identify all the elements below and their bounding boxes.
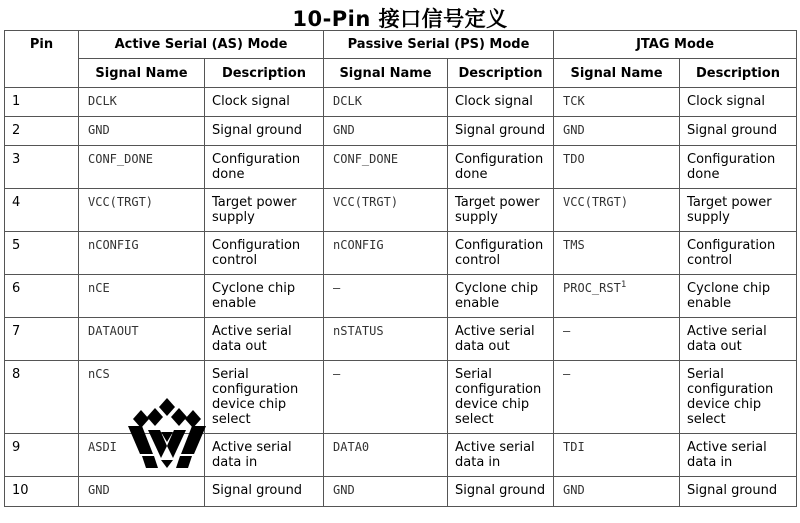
- as-signal-name: GND: [79, 117, 205, 146]
- footnote-marker: 1: [620, 280, 627, 290]
- pin-number: 2: [5, 117, 79, 146]
- table-row: [5, 146, 797, 189]
- ps-signal-name: CONF_DONE: [324, 146, 448, 189]
- table-row: [5, 117, 797, 146]
- as-signal-name-header: Signal Name: [79, 59, 205, 88]
- table-row: [5, 232, 797, 275]
- ps-signal-name: GND: [324, 117, 448, 146]
- as-description: Target power supply: [205, 189, 324, 232]
- pin-number: 1: [5, 88, 79, 117]
- jtag-signal-name: [554, 189, 680, 232]
- as-signal-name: CONF_DONE: [79, 146, 205, 189]
- ps-description-header: Description: [448, 59, 554, 88]
- jtag-signal-name-header: Signal Name: [554, 59, 680, 88]
- as-description: Active serial data out: [205, 318, 324, 361]
- jtag-signal-text: GND: [563, 123, 585, 137]
- jtag-description-header: Description: [680, 59, 797, 88]
- table-row: [5, 189, 797, 232]
- jtag-signal-name: [554, 361, 680, 434]
- jtag-signal-name: [554, 117, 680, 146]
- jtag-signal-name: [554, 88, 680, 117]
- pin-number: 7: [5, 318, 79, 361]
- pin-definition-table: [4, 30, 797, 507]
- ps-description: Signal ground: [448, 477, 554, 507]
- ps-signal-name: –: [324, 275, 448, 318]
- as-description: Cyclone chip enable: [205, 275, 324, 318]
- pin-column-header: Pin: [5, 31, 79, 88]
- jtag-signal-text: TDO: [563, 152, 585, 166]
- jtag-signal-name: [554, 275, 680, 318]
- pin-number: 4: [5, 189, 79, 232]
- as-signal-name: nCONFIG: [79, 232, 205, 275]
- ps-description: Signal ground: [448, 117, 554, 146]
- jtag-signal-text: PROC_RST: [563, 281, 621, 295]
- as-mode-header: Active Serial (AS) Mode: [79, 31, 324, 59]
- diamond-pattern-logo-icon: [128, 398, 206, 468]
- jtag-mode-header: JTAG Mode: [554, 31, 797, 59]
- jtag-description: Active serial data in: [680, 434, 797, 477]
- jtag-signal-text: TMS: [563, 238, 585, 252]
- ps-signal-name: –: [324, 361, 448, 434]
- pin-number: 5: [5, 232, 79, 275]
- ps-signal-name: nCONFIG: [324, 232, 448, 275]
- jtag-description: Configuration control: [680, 232, 797, 275]
- jtag-signal-name: [554, 232, 680, 275]
- ps-description: Clock signal: [448, 88, 554, 117]
- ps-signal-name-header: Signal Name: [324, 59, 448, 88]
- jtag-signal-text: TCK: [563, 94, 585, 108]
- pin-number: 10: [5, 477, 79, 507]
- jtag-signal-name: [554, 318, 680, 361]
- jtag-signal-text: GND: [563, 483, 585, 497]
- as-signal-name: DCLK: [79, 88, 205, 117]
- jtag-signal-text: TDI: [563, 440, 585, 454]
- jtag-description: Serial configuration device chip select: [680, 361, 797, 434]
- as-description: Active serial data in: [205, 434, 324, 477]
- ps-signal-name: DATA0: [324, 434, 448, 477]
- table-row: [5, 434, 797, 477]
- jtag-signal-name: [554, 146, 680, 189]
- ps-description: Active serial data out: [448, 318, 554, 361]
- as-description: Clock signal: [205, 88, 324, 117]
- ps-signal-name: nSTATUS: [324, 318, 448, 361]
- as-description: Signal ground: [205, 477, 324, 507]
- as-signal-name: nCE: [79, 275, 205, 318]
- ps-description: Configuration control: [448, 232, 554, 275]
- ps-signal-name: GND: [324, 477, 448, 507]
- as-signal-name: VCC(TRGT): [79, 189, 205, 232]
- jtag-description: Clock signal: [680, 88, 797, 117]
- as-signal-name: ASDI: [79, 434, 205, 477]
- ps-description: Cyclone chip enable: [448, 275, 554, 318]
- table-row: [5, 318, 797, 361]
- pin-number: 6: [5, 275, 79, 318]
- jtag-signal-name: [554, 477, 680, 507]
- jtag-signal-name: [554, 434, 680, 477]
- ps-signal-name: DCLK: [324, 88, 448, 117]
- as-signal-name: GND: [79, 477, 205, 507]
- as-signal-name: nCS: [79, 361, 205, 434]
- pin-number: 8: [5, 361, 79, 434]
- ps-signal-name: VCC(TRGT): [324, 189, 448, 232]
- ps-description: Configuration done: [448, 146, 554, 189]
- jtag-description: Active serial data out: [680, 318, 797, 361]
- table-row: [5, 477, 797, 507]
- pin-number: 9: [5, 434, 79, 477]
- ps-description: Serial configuration device chip select: [448, 361, 554, 434]
- as-description: Signal ground: [205, 117, 324, 146]
- jtag-description: Target power supply: [680, 189, 797, 232]
- page-title: 10-Pin 接口信号定义: [292, 7, 508, 31]
- jtag-signal-text: –: [563, 324, 571, 338]
- as-description: Configuration done: [205, 146, 324, 189]
- jtag-signal-text: –: [563, 367, 571, 381]
- jtag-description: Configuration done: [680, 146, 797, 189]
- jtag-description: Cyclone chip enable: [680, 275, 797, 318]
- as-description: Configuration control: [205, 232, 324, 275]
- ps-mode-header: Passive Serial (PS) Mode: [324, 31, 554, 59]
- ps-description: Active serial data in: [448, 434, 554, 477]
- jtag-description: Signal ground: [680, 477, 797, 507]
- table-row: [5, 275, 797, 318]
- jtag-signal-text: VCC(TRGT): [563, 195, 629, 209]
- jtag-description: Signal ground: [680, 117, 797, 146]
- as-description-header: Description: [205, 59, 324, 88]
- pin-number: 3: [5, 146, 79, 189]
- ps-description: Target power supply: [448, 189, 554, 232]
- as-description: Serial configuration device chip select: [205, 361, 324, 434]
- table-row: [5, 361, 797, 434]
- as-signal-name: DATAOUT: [79, 318, 205, 361]
- table-row: [5, 88, 797, 117]
